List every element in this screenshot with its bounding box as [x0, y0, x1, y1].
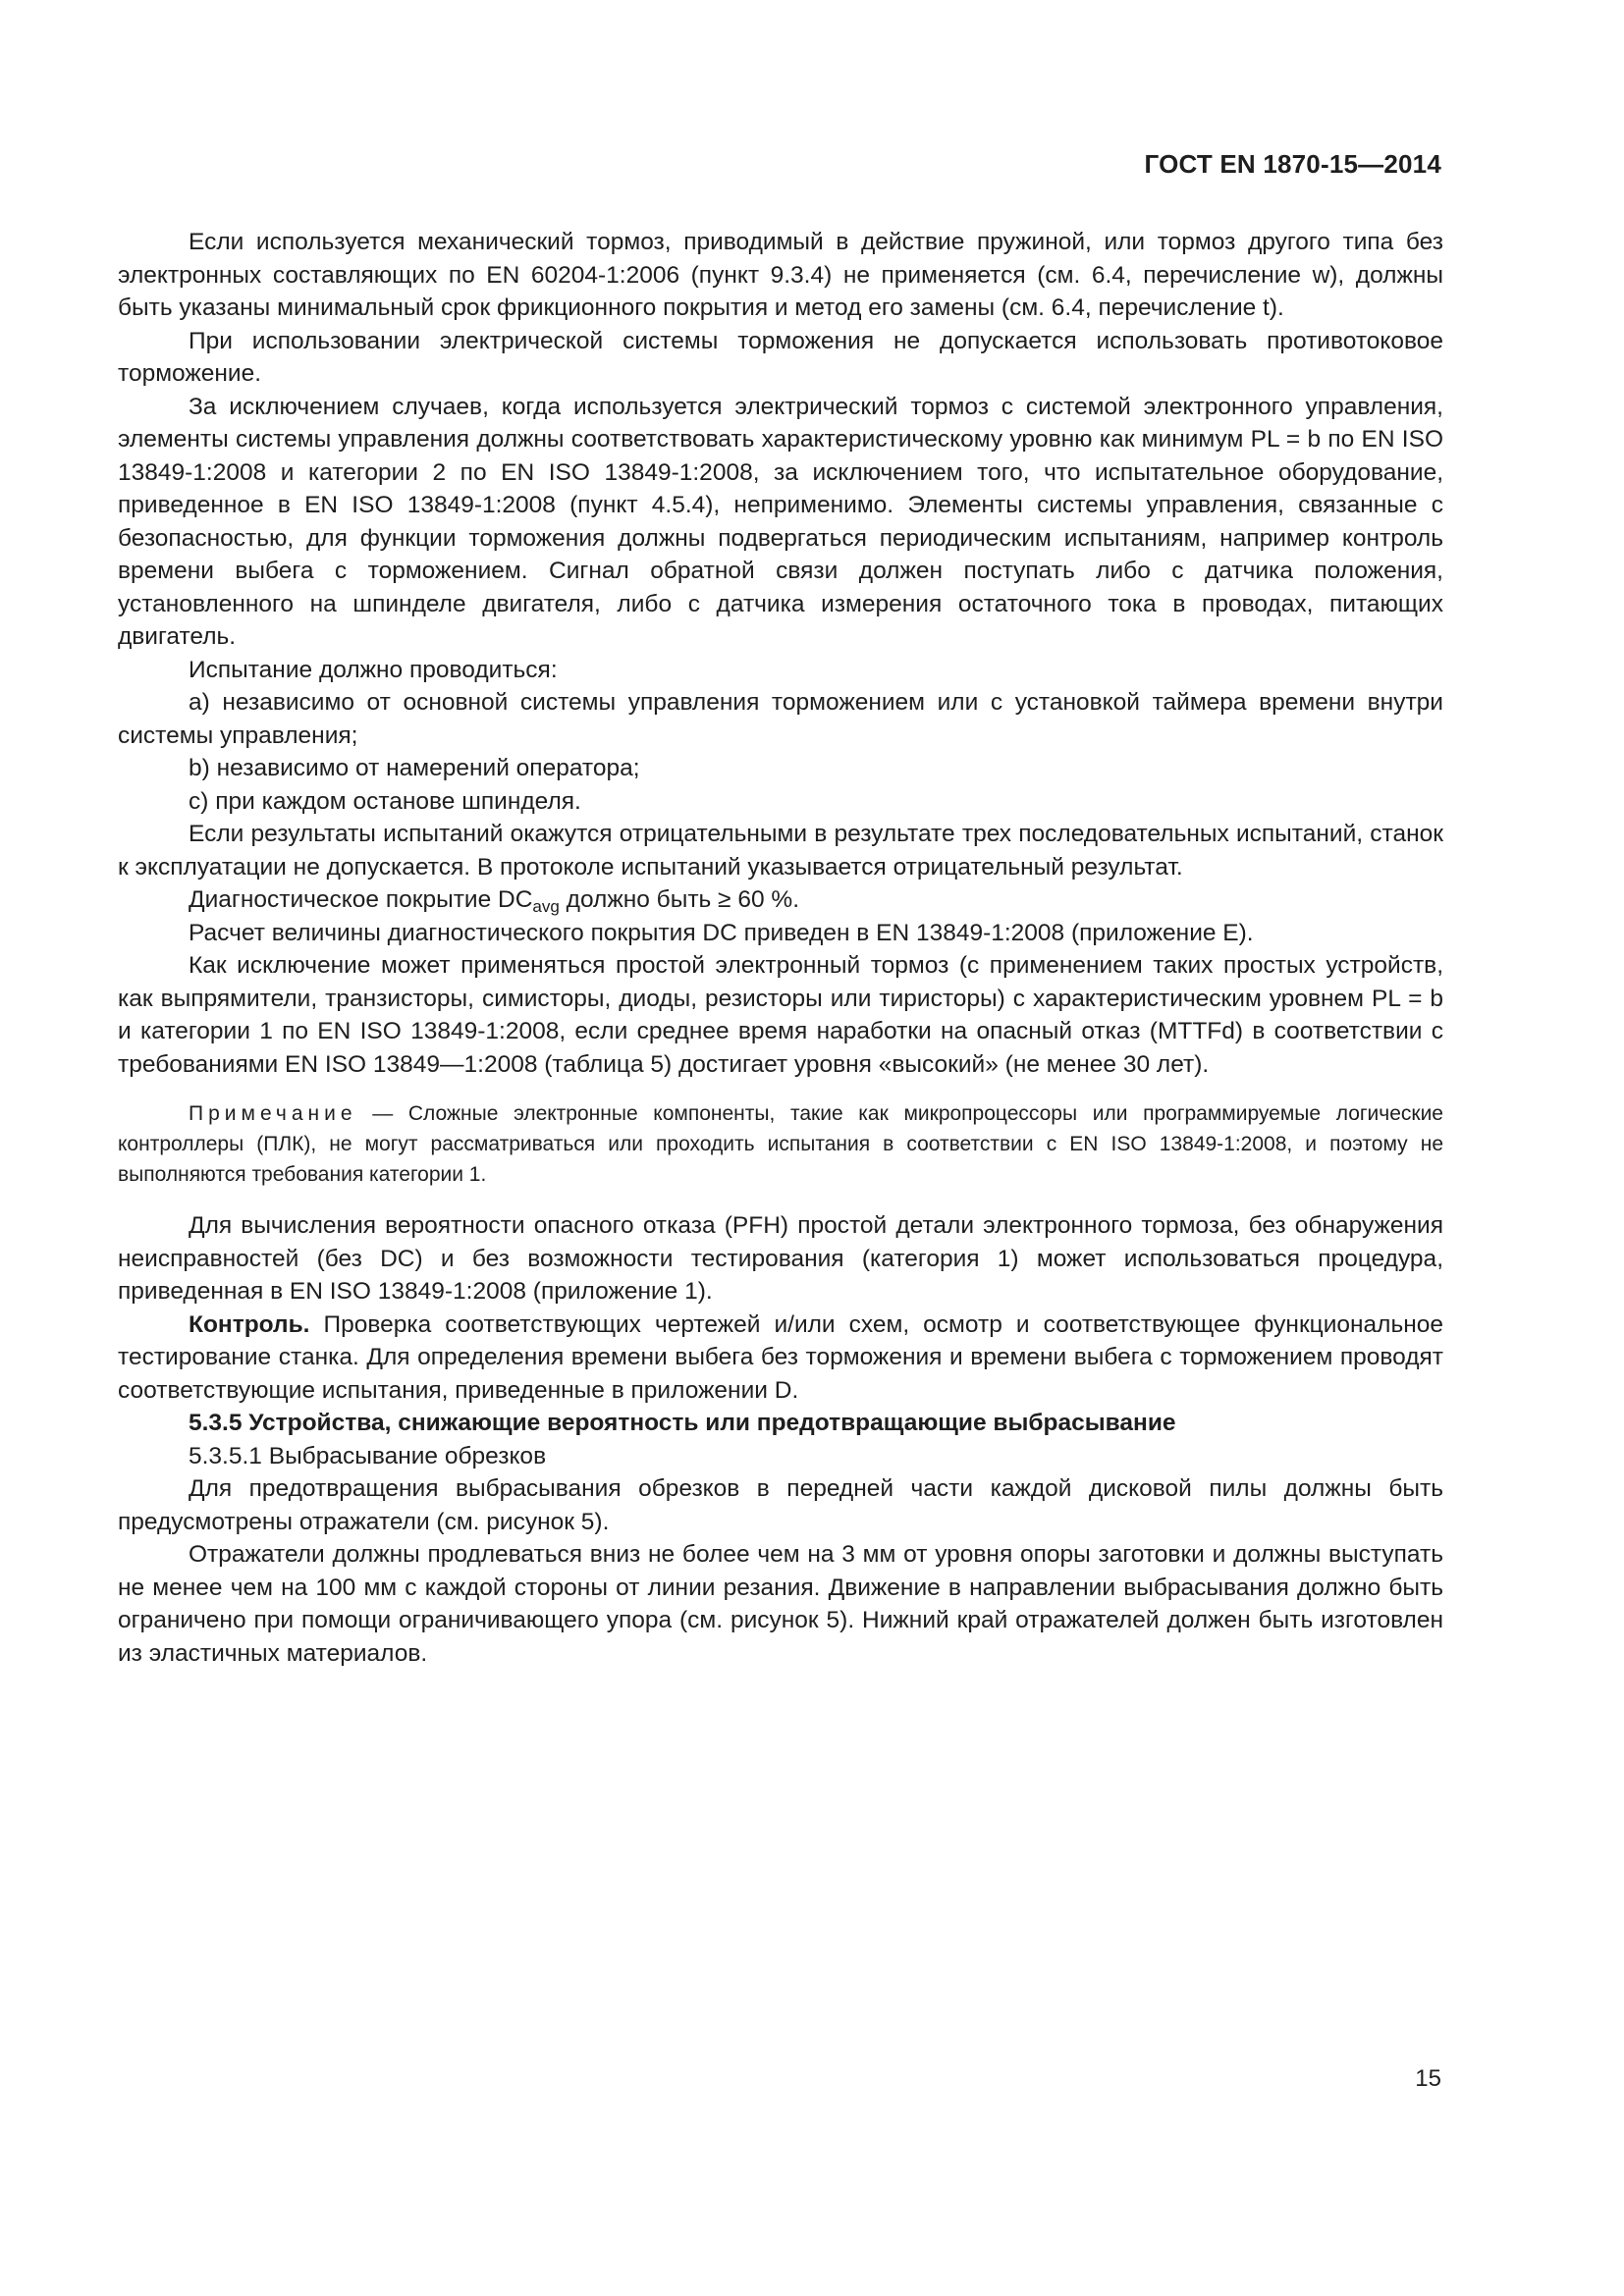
dc-subscript: avg — [532, 897, 560, 916]
subsection-heading-5-3-5-1: 5.3.5.1 Выбрасывание обрезков — [189, 1442, 547, 1469]
document-code: ГОСТ EN 1870-15—2014 — [1144, 149, 1441, 179]
paragraph-dc-calculation: Расчет величины диагностического покрытия DC приведен в EN 13849-1:2008 (приложение E). — [189, 919, 1254, 946]
paragraph-counter-current-braking: При использовании электрической системы торможения не допускается использовать противотоковое торможение. — [118, 327, 1443, 387]
note-label: Примечание — [189, 1102, 357, 1125]
paragraph-test-results: Если результаты испытаний окажутся отрицательными в результате трех последовательных испытаний, станок к эксплуатации не допускается. В протоколе испытаний указывается отрицательный результат. — [118, 821, 1443, 881]
paragraph-control-system-requirements: За исключением случаев, когда используется электрический тормоз с системой электронного управления, элементы системы управления должны соответствовать характеристическому уровню как минимум PL = b по EN ISO 13849-1:2008 и категории 2 по EN ISO 13849-1:2008, за исключением того, что испытательное оборудование, приведенное в EN ISO 13849-1:2008 (пункт 4.5.4), неприменимо. Элементы системы управления, связанные с безопасностью, для функции торможения должны подвергаться периодическим испытаниям, например контроль времени выбега с торможением. Сигнал обратной связи должен поступать либо с датчика положения, установленного на шпинделе двигателя, либо с датчика измерения остаточного тока в проводах, питающих двигатель. — [118, 393, 1443, 650]
note — [118, 1098, 1443, 1190]
list-item-b: b) независимо от намерений оператора; — [189, 755, 640, 781]
note-dash: — — [356, 1102, 408, 1125]
note-text: Сложные электронные компоненты, такие как микропроцессоры или программируемые логические контроллеры (ПЛК), не могут рассматриваться или проходить испытания в соответствии с EN ISO 13849-1:2008, и поэтому не выполняются требования категории 1. — [118, 1102, 1443, 1186]
page-body — [118, 226, 1443, 1670]
paragraph-test-intro: Испытание должно проводиться: — [189, 656, 558, 683]
paragraph-simple-electronic-brake: Как исключение может применяться простой электронный тормоз (с применением таких простых устройств, как выпрямители, транзисторы, симисторы, диоды, резисторы или тиристоры) с характеристическим уровнем PL = b и категории 1 по EN ISO 13849-1:2008, если среднее время наработки на опасный отказ (MTTFd) в соответствии с требованиями EN ISO 13849—1:2008 (таблица 5) достигает уровня «высокий» (не менее 30 лет). — [118, 952, 1443, 1078]
control-text: Проверка соответствующих чертежей и/или схем, осмотр и соответствующее функциональное тестирование станка. Для определения времени выбега без торможения и времени выбега с торможением проводят соответствующие испытания, приведенные в приложении D. — [118, 1310, 1443, 1404]
section-heading-5-3-5: 5.3.5 Устройства, снижающие вероятность или предотвращающие выбрасывание — [189, 1410, 1176, 1436]
dc-text-before: Диагностическое покрытие DC — [189, 886, 533, 913]
dc-text-after: должно быть ≥ 60 %. — [559, 886, 800, 913]
paragraph-pfh-calculation: Для вычисления вероятности опасного отказа (PFH) простой детали электронного тормоза, без обнаружения неисправностей (без DC) и без возможности тестирования (категория 1) может использоваться процедура, приведенная в EN ISO 13849-1:2008 (приложение 1). — [118, 1212, 1443, 1305]
list-item-c: c) при каждом останове шпинделя. — [189, 787, 581, 815]
page-number: 15 — [1415, 2065, 1441, 2092]
control-label: Контроль. — [189, 1310, 310, 1338]
paragraph-deflectors-dimensions: Отражатели должны продлеваться вниз не более чем на 3 мм от уровня опоры заготовки и должны выступать не менее чем на 100 мм с каждой стороны от линии резания. Движение в направлении выбрасывания должно быть ограничено при помощи ограничивающего упора (см. рисунок 5). Нижний край отражателей должен быть изготовлен из эластичных материалов. — [118, 1541, 1443, 1667]
paragraph-diagnostic-coverage — [118, 883, 1443, 917]
paragraph-mechanical-brake: Если используется механический тормоз, приводимый в действие пружиной, или тормоз другого типа без электронных составляющих по EN 60204-1:2006 (пункт 9.3.4) не применяется (см. 6.4, перечисление w), должны быть указаны минимальный срок фрикционного покрытия и метод его замены (см. 6.4, перечисление t). — [118, 229, 1443, 321]
list-item-a: a) независимо от основной системы управления торможением или с установкой таймера времени внутри системы управления; — [118, 689, 1443, 749]
paragraph-deflectors-required: Для предотвращения выбрасывания обрезков в передней части каждой дисковой пилы должны быть предусмотрены отражатели (см. рисунок 5). — [118, 1475, 1443, 1535]
paragraph-control — [118, 1308, 1443, 1408]
